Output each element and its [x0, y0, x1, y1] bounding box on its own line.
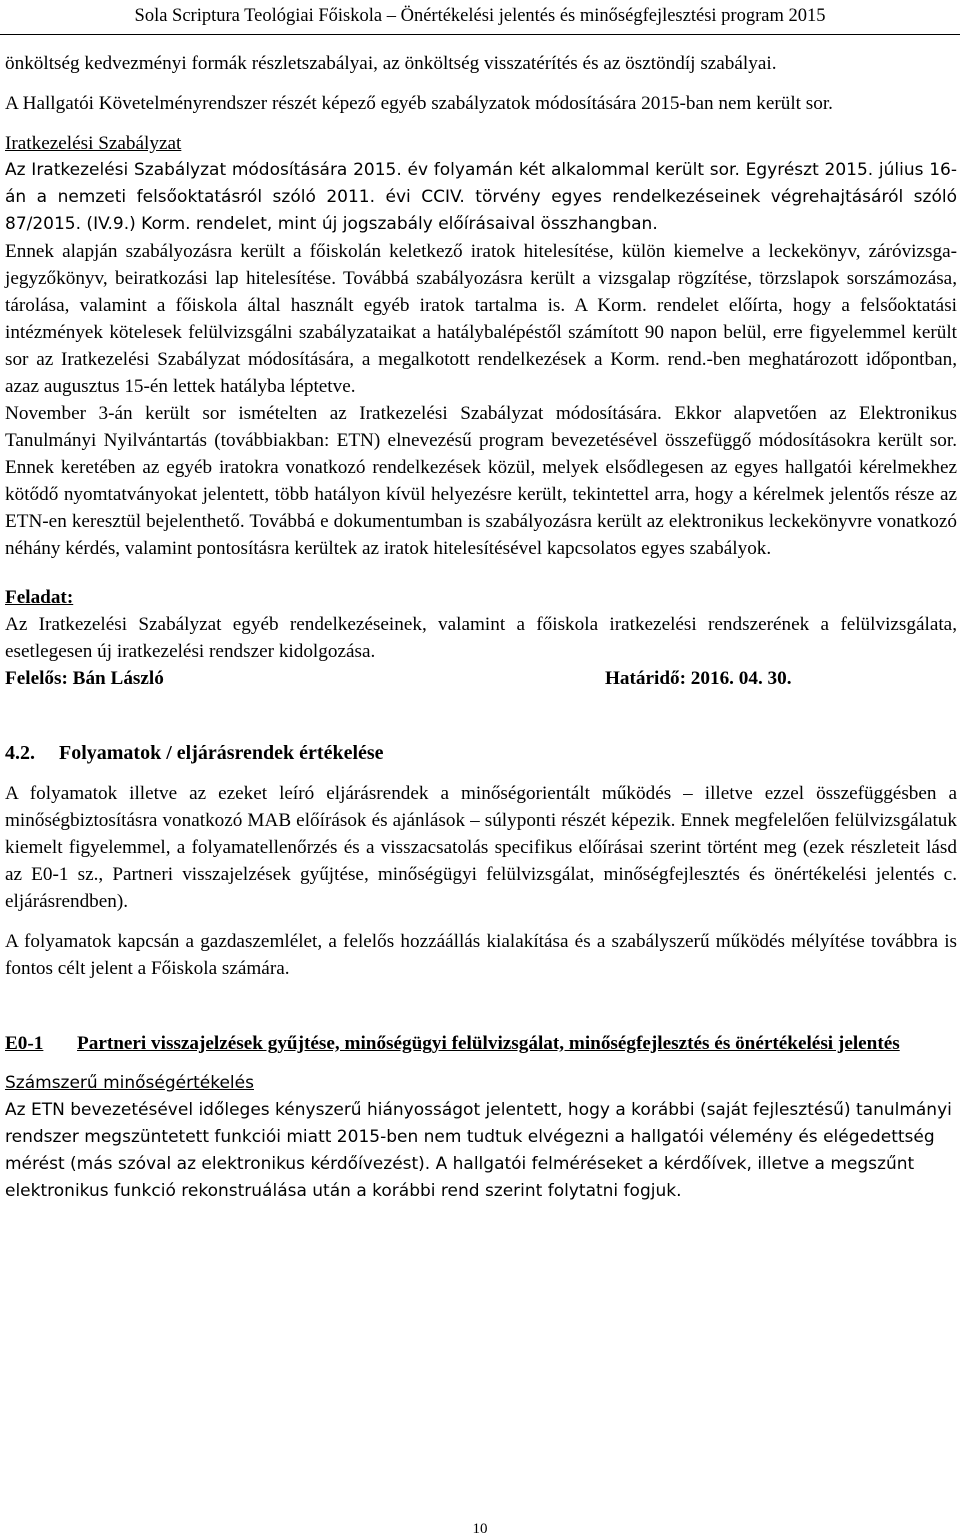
section-4-2-heading — [5, 740, 957, 767]
heading-iratkezelesi: Iratkezelési Szabályzat — [5, 133, 182, 154]
paragraph-iratkezelesi-sans — [5, 157, 957, 238]
section-title: Folyamatok / eljárásrendek értékelése — [59, 742, 384, 764]
paragraph-tuition-rules: önköltség kedvezményi formák részletszabályai, az önköltség visszatérítés és az ösztöndíj szabályai. — [5, 53, 777, 74]
e0-1-paragraph: Az ETN bevezetésével időleges kényszerű hiányosságot jelentett, hogy a korábbi (saját fejlesztésű) tanulmányi rendszer megszüntetett funkciói miatt 2015-ben nem tudtuk elvégezni a hallgatói vélemény és elégedettség mérést (más szóval az elektronikus kérdőívezést). A hallgatói felméréseket a kérdőívek, illetve a megszűnt elektronikus funkció rekonstruálása után a korábbi rend szerint folytatni fogjuk. — [5, 1100, 952, 1201]
paragraph-november-modification: November 3-án került sor ismételten az Iratkezelési Szabályzat módosítására. Ekkor alapvetően az Elektronikus Tanulmányi Nyilvántartás (továbbiakban: ETN) elnevezésű program bevezetésével összefüggő módosításokra került sor. Ennek keretében az egyéb iratokra vonatkozó rendelkezések közül, melyek elsődlegesen az egyes hallgatói kérelmekhez kötődő nyomtatványokat jelentett, több hatályon kívül helyezésre került, tekintettel arra, hogy a kérelmek jelentős része az ETN-en keresztül bejelenthető. Továbbá e dokumentumban is szabályozásra került az elektronikus leckekönyvre vonatkozó néhány kérdés, valamint pontosításra kerültek az iratok hitelesítésével kapcsolatos egyes szabályok. — [5, 403, 957, 559]
paragraph-iratkezelesi-details: Ennek alapján szabályozásra került a főiskolán keletkező iratok hitelesítése, külön kiemelve a leckekönyv, záróvizsga-jegyzőkönyv, beiratkozási lap hitelesítése. Továbbá szabályozásra került a vizsgalap rögzítése, törzslapok sorszámozása, tárolása, valamint a főiskola által használt egyéb iratok tartalma is. A Korm. rendelet előírta, hogy a felsőoktatási intézmények kötelesek felülvizsgálni szabályzataikat a hatálybalépéstől számított 90 napon belül, erre figyelemmel került sor az Iratkezelési Szabályzat módosítására, a megalkotott rendelkezések a Korm. rend.-ben meghatározott időpontban, azaz augusztus 15-én lettek hatályba léptetve. — [5, 241, 957, 397]
paragraph-other-regulations: A Hallgatói Követelményrendszer részét képező egyéb szabályzatok módosítására 2015-ban nem került sor. — [5, 93, 833, 114]
section-number: 4.2. — [5, 742, 35, 764]
e0-1-title: Partneri visszajelzések gyűjtése, minőségügyi felülvizsgálat, minőségfejlesztés és önértékelési jelentés — [77, 1033, 900, 1054]
e0-1-subheading: Számszerű minőségértékelés — [5, 1073, 254, 1093]
paragraph-processes-2: A folyamatok kapcsán a gazdaszemlélet, a felelős hozzáállás kialakítása és a szabályszerű működés mélyítése továbbra is fontos célt jelent a Főiskola számára. — [5, 931, 957, 979]
e0-1-number: E0-1 — [5, 1033, 44, 1054]
responsibility-row — [5, 665, 957, 692]
deadline: Határidő: 2016. 04. 30. — [605, 668, 792, 689]
e0-1-body — [5, 1070, 957, 1205]
e0-1-heading — [5, 1030, 957, 1057]
running-title: Sola Scriptura Teológiai Főiskola – Önértékelési jelentés és minőségfejlesztési program 2015 — [134, 6, 826, 26]
task-label: Feladat: — [5, 587, 74, 608]
paragraph-iratkezelesi-modification: Az Iratkezelési Szabályzat módosítására 2015. év folyamán két alkalommal került sor. Egyrészt 2015. július 16-án a nemzeti felsőoktatásról szóló 2011. évi CCIV. törvény egyes rendelkezéseinek végrehajtásáról szóló 87/2015. (IV.9.) Korm. rendelet, mint új jogszabály előírásaival összhangban. — [5, 160, 957, 234]
paragraph-processes-1: A folyamatok illetve az ezeket leíró eljárásrendek a minőségorientált működés – illetve ezzel összefüggésben a minőségbiztosításra vonatkozó MAB előírások és ajánlások – súlyponti részét képezik. Ennek megfelelően felülvizsgálatuk kiemelt figyelemmel, a folyamatellenőrzés és a visszacsatolás specifikus előírásai szerint történt meg (ezek részleteit lásd az E0-1 sz., Partneri visszajelzések gyűjtése, minőségügyi felülvizsgálat, minőségfejlesztés és önértékelési jelentés c. eljárásrendben). — [5, 783, 957, 912]
document-body — [5, 50, 957, 1205]
page-header — [0, 0, 960, 35]
page-number: 10 — [472, 1521, 488, 1537]
task-text: Az Iratkezelési Szabályzat egyéb rendelkezéseinek, valamint a főiskola iratkezelési rendszerének a felülvizsgálata, esetlegesen új iratkezelési rendszer kidolgozása. — [5, 614, 957, 662]
responsible-person: Felelős: Bán László — [5, 668, 164, 689]
